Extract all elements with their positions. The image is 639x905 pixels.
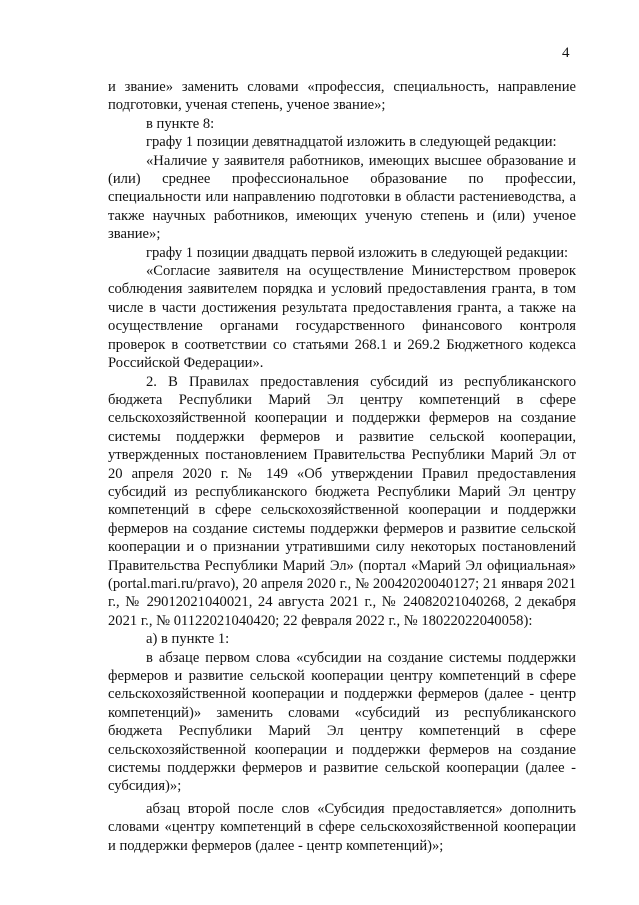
paragraph-7: 2. В Правилах предоставления субсидий из республиканского бюджета Республики Марий Эл центру компетенций в сфере сельскохозяйственной кооперации и поддержки фермеров на создание системы поддержки фермеров и развитие сельской кооперации, утвержденных постановлением Правительства Республики Марий Эл от 20 апреля 2020 г. № 149 «Об утверждении Правил предоставления субсидий из республиканского бюджета Республики Марий Эл центру компетенций в сфере сельскохозяйственной кооперации и поддержки фермеров на создание системы поддержки фермеров и развитие сельской кооперации и о признании утратившими силу некоторых постановлений Правительства Республики Марий Эл» (портал «Марий Эл официальная» (portal.mari.ru/pravo), 20 апреля 2020 г., № 20042020040127; 21 января 2021 г., № 29012021040021, 24 августа 2021 г., № 24082021040268, 2 декабря 2021 г., № 01122021040420; 22 февраля 2022 г., № 18022022040058):	[108, 373, 576, 629]
paragraph-3: графу 1 позиции девятнадцатой изложить в следующей редакции:	[146, 134, 557, 151]
paragraph-10: абзац второй после слов «Субсидия предоставляется» дополнить словами «центру компетенций в сфере сельскохозяйственной кооперации и поддержки фермеров (далее - центр компетенций)»;	[108, 800, 576, 854]
paragraph-2: в пункте 8:	[146, 115, 215, 132]
paragraph-9: в абзаце первом слова «субсидии на создание системы поддержки фермеров и развитие сельской кооперации центру компетенций в сфере сельскохозяйственной кооперации и поддержки фермеров (далее - центр компетенций)» заменить словами «субсидий из республиканского бюджета Республики Марий Эл центру компетенций в сфере сельскохозяйственной кооперации и поддержки фермеров на создание системы поддержки фермеров и развитие сельской кооперации (далее - субсидия)»;	[108, 649, 576, 795]
paragraph-6: «Согласие заявителя на осуществление Министерством проверок соблюдения заявителем порядка и условий предоставления гранта, в том числе в части достижения результата предоставления гранта, а также на осуществление органами государственного финансового контроля проверок в соответствии со статьями 268.1 и 269.2 Бюджетного кодекса Российской Федерации».	[108, 263, 576, 372]
paragraph-1: и звание» заменить словами «профессия, специальность, направление подготовки, ученая степень, ученое звание»;	[108, 79, 576, 114]
paragraph-5: графу 1 позиции двадцать первой изложить в следующей редакции:	[146, 244, 569, 261]
page-number: 4	[562, 45, 570, 61]
paragraph-8: а) в пункте 1:	[146, 631, 230, 648]
document-body	[108, 78, 576, 855]
paragraph-4: «Наличие у заявителя работников, имеющих высшее образование и (или) среднее профессиональное образование по профессии, специальности или направлению подготовки в области растениеводства, а также научных работников, имеющих ученую степень и (или) ученое звание»;	[108, 152, 576, 243]
